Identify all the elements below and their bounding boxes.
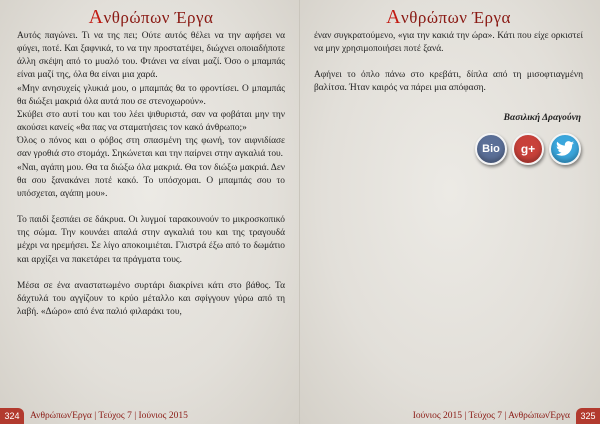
paragraph: Μέσα σε ένα αναστατωμένο συρτάρι διακρίνει κάτι στο βάθος. Τα δάχτυλά του αγγίζουν το κρύο μέταλλο και σφίγγουν γύρω από τη λαβή. «Δώρο» από ένα παλιό φιλαράκι του, (17, 280, 285, 317)
right-page (300, 0, 600, 424)
twitter-bird-icon (556, 141, 574, 156)
paragraph: έναν συγκρατούμενο, «για την κακιά την ώρα». Κάτι που είχε ορκιστεί να μην χρησιμοποιήσει ποτέ ξανά. (314, 31, 583, 55)
google-plus-icon[interactable]: g+ (512, 133, 544, 165)
title-rest: νθρώπων Έργα (103, 8, 214, 27)
page-number: 325 (576, 408, 600, 424)
page-title (314, 7, 583, 27)
page-number: 324 (0, 408, 24, 424)
author-name: Βασιλική Δραγούνη (503, 112, 581, 123)
story-text (314, 30, 583, 96)
footer-text: Ιούνιος 2015 | Τεύχος 7 | ΑνθρώπωνΈργα (412, 411, 570, 421)
page-title (17, 7, 285, 27)
paragraph: Αυτός παγώνει. Τι να της πει; Ούτε αυτός θέλει να την αφήσει να φύγει, ποτέ. Και ξαφνικά, το να την προστατέψει, διώχνει οποιαδήποτε άλλη σκέψη από το μυαλό του. Φτάνει να είναι μαζί. Όσο ο μπαμπάς είναι μαζί της, όλα θα είναι μια χαρά. (17, 31, 285, 81)
paragraph: Όλος ο πόνος και ο φόβος στη σπασμένη της φωνή, τον αιφνιδίασε σαν γροθιά στο στομάχι. Σηκώνεται και την παίρνει στην αγκαλιά του. (17, 136, 285, 160)
footer-text: ΑνθρώπωνΈργα | Τεύχος 7 | Ιούνιος 2015 (30, 411, 188, 421)
title-rest: νθρώπων Έργα (401, 8, 511, 27)
paragraph: Σκύβει στο αυτί του και του λέει ψιθυριστά, σαν να φοβάται μην την ακούσει κανείς «θα πας να σταματήσεις τον κακό άνθρωπο;» (17, 109, 285, 134)
page-footer (0, 408, 299, 424)
twitter-icon[interactable] (549, 133, 581, 165)
title-initial: Α (88, 6, 104, 28)
bio-icon[interactable]: Bio (475, 133, 507, 165)
story-text (17, 30, 285, 319)
social-icons (314, 133, 583, 165)
title-initial: Α (386, 6, 402, 28)
page-footer (300, 408, 600, 424)
paragraph: Αφήνει το όπλο πάνω στο κρεβάτι, δίπλα από τη μισοφτιαγμένη βαλίτσα. Ήταν καιρός να πάρει μια απόφαση. (314, 70, 583, 94)
paragraph: «Ναι, αγάπη μου. Θα τα διώξω όλα μακριά. Θα τον διώξω μακριά. Δεν θα σου ξανακάνει ποτέ κακό. Το υπόσχομαι. Ο μπαμπάς σου το υπόσχεται, αγάπη μου». (17, 162, 285, 199)
paragraph: «Μην ανησυχείς γλυκιά μου, ο μπαμπάς θα το φροντίσει. Ο μπαμπάς θα διώξει μακριά όλα αυτά που σε στενοχωρούν». (17, 83, 285, 107)
paragraph: Το παιδί ξεσπάει σε δάκρυα. Οι λυγμοί ταρακουνούν το μικροσκοπικό της σώμα. Την κουνάει απαλά στην αγκαλιά του και της τραγουδά μέχρι να ηρεμήσει. Σε λίγο αποκοιμιέται. Γλιστρά έξω από το δωμάτιο και αρχίζει να πακετάρει τα πράγματα τους. (17, 215, 285, 265)
